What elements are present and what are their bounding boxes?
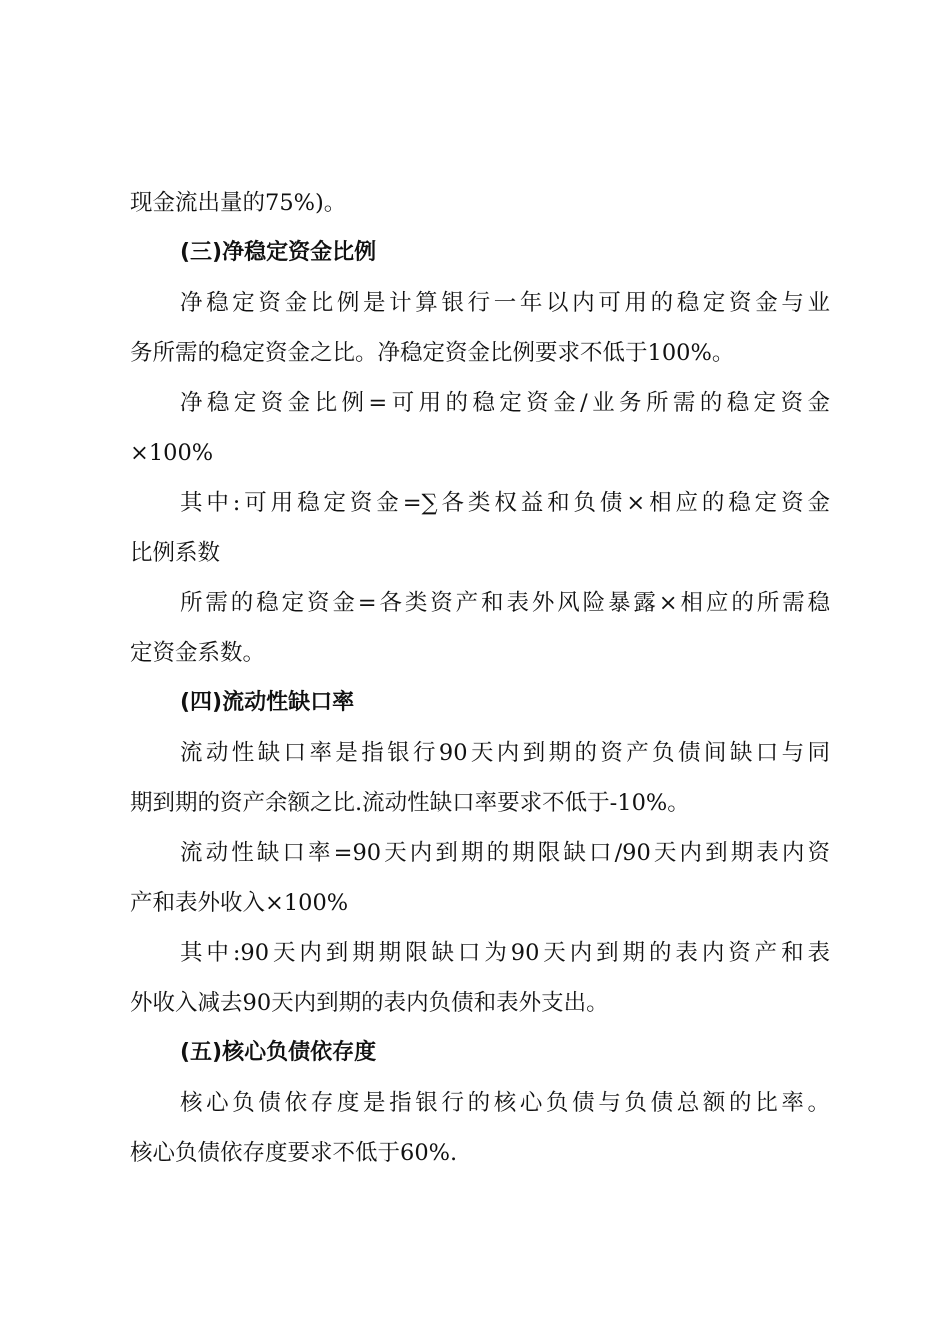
paragraph-gap-explanation-line-2: 外收入减去90天内到期的表内负债和表外支出。 — [130, 990, 609, 1016]
paragraph-core-liability-line-2: 核心负债依存度要求不低于60%. — [130, 1140, 458, 1166]
formula-required-stable-funding-line-1: 所需的稳定资金=各类资产和表外风险暴露×相应的所需稳 — [180, 590, 830, 616]
paragraph-nsfr-definition-line-1: 净稳定资金比例是计算银行一年以内可用的稳定资金与业 — [180, 290, 830, 316]
heading-net-stable-funding-ratio: (三)净稳定资金比例 — [180, 240, 377, 265]
formula-nsfr-line-2: ×100% — [130, 440, 214, 466]
paragraph-nsfr-definition-line-2: 务所需的稳定资金之比。净稳定资金比例要求不低于100%。 — [130, 340, 735, 366]
formula-gap-ratio-line-1: 流动性缺口率=90天内到期的期限缺口/90天内到期表内资 — [180, 840, 830, 866]
formula-available-stable-funding-line-1: 其中:可用稳定资金=∑各类权益和负债×相应的稳定资金 — [180, 490, 830, 516]
text-line-cash-outflow: 现金流出量的75%)。 — [130, 190, 347, 216]
heading-liquidity-gap-ratio: (四)流动性缺口率 — [180, 690, 355, 715]
formula-available-stable-funding-line-2: 比例系数 — [130, 540, 221, 566]
heading-core-liability-dependence: (五)核心负债依存度 — [180, 1040, 377, 1065]
paragraph-gap-ratio-definition-line-2: 期到期的资产余额之比.流动性缺口率要求不低于-10%。 — [130, 790, 690, 816]
formula-required-stable-funding-line-2: 定资金系数。 — [130, 640, 266, 666]
formula-nsfr-line-1: 净稳定资金比例=可用的稳定资金/业务所需的稳定资金 — [180, 390, 830, 416]
paragraph-core-liability-line-1: 核心负债依存度是指银行的核心负债与负债总额的比率。 — [180, 1090, 830, 1116]
paragraph-gap-explanation-line-1: 其中:90天内到期期限缺口为90天内到期的表内资产和表 — [180, 940, 830, 966]
formula-gap-ratio-line-2: 产和表外收入×100% — [130, 890, 349, 916]
paragraph-gap-ratio-definition-line-1: 流动性缺口率是指银行90天内到期的资产负债间缺口与同 — [180, 740, 830, 766]
